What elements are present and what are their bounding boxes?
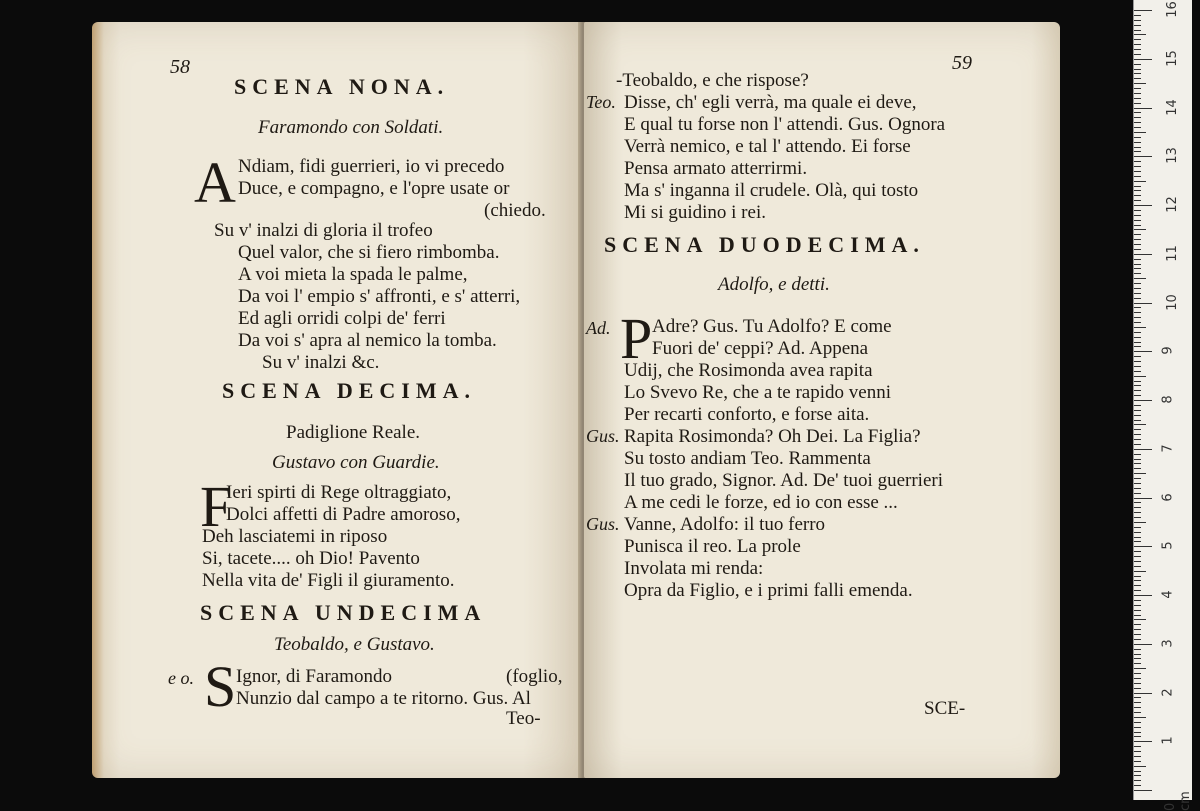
ruler-tick (1134, 249, 1141, 250)
ruler-tick (1134, 366, 1141, 367)
drop-cap: A (194, 150, 236, 215)
ruler-tick (1134, 644, 1152, 645)
ruler-label: 15 (1164, 49, 1180, 67)
ruler-label: 11 (1164, 244, 1180, 262)
ruler-tick (1134, 654, 1141, 655)
ruler-tick (1134, 205, 1152, 206)
ruler-tick (1134, 532, 1141, 533)
speaker-label: Gus. (586, 514, 620, 534)
ruler-tick (1134, 59, 1152, 60)
ruler-tick (1134, 663, 1141, 664)
ruler-tick (1134, 688, 1141, 689)
ruler-tick (1134, 346, 1141, 347)
ruler-label: 5 (1160, 541, 1176, 550)
ruler-label: 2 (1160, 687, 1176, 697)
ruler-tick (1134, 395, 1141, 396)
scene-characters: Faramondo con Soldati. (258, 117, 444, 138)
ruler-tick (1134, 732, 1141, 733)
ruler-tick (1134, 322, 1141, 323)
ruler-tick (1134, 615, 1141, 616)
verse-line: Disse, ch' egli verrà, ma quale ei deve, (624, 92, 917, 113)
ruler-tick (1134, 634, 1141, 635)
ruler-tick (1134, 195, 1141, 196)
ruler-tick (1134, 225, 1141, 226)
ruler-tick (1134, 161, 1141, 162)
ruler-tick (1134, 600, 1141, 601)
ruler-tick (1134, 332, 1141, 333)
ruler-tick (1134, 463, 1141, 464)
ruler-tick (1134, 171, 1141, 172)
ruler-tick (1134, 390, 1141, 391)
ruler-tick (1134, 215, 1141, 216)
ruler-tick (1134, 64, 1141, 65)
measurement-ruler (1133, 0, 1193, 811)
ruler-tick (1134, 707, 1141, 708)
ruler-label: 9 (1160, 346, 1176, 355)
ruler-tick (1134, 410, 1141, 411)
ruler-tick (1134, 493, 1141, 494)
ruler-tick (1134, 293, 1141, 294)
page-number: 58 (170, 56, 190, 78)
ruler-tick (1134, 649, 1141, 650)
right-page (584, 22, 1060, 778)
ruler-tick (1134, 317, 1141, 318)
ruler-label: 6 (1160, 492, 1176, 502)
ruler-tick (1134, 420, 1141, 421)
ruler-tick (1134, 683, 1141, 684)
ruler-tick (1134, 678, 1141, 679)
ruler-tick (1134, 244, 1141, 245)
ruler-tick (1134, 590, 1141, 591)
verse-line: Nella vita de' Figli il giuramento. (202, 570, 455, 591)
ruler-tick (1134, 610, 1141, 611)
ruler-tick (1134, 415, 1141, 416)
page-number: 59 (952, 52, 972, 74)
verse-line: Ieri spirti di Rege oltraggiato, (226, 482, 452, 503)
verse-line: Su v' inalzi di gloria il trofeo (214, 220, 433, 241)
ruler-tick (1134, 200, 1141, 201)
ruler-tick (1134, 668, 1146, 669)
ruler-label: 12 (1164, 196, 1180, 213)
ruler-tick (1134, 376, 1146, 377)
ruler-tick (1134, 69, 1141, 70)
catchword: Teo- (506, 708, 541, 729)
ruler-tick (1134, 527, 1141, 528)
verse-line: (chiedo. (484, 200, 546, 221)
ruler-tick (1134, 303, 1152, 304)
ruler-tick (1134, 268, 1141, 269)
ruler-tick (1134, 780, 1141, 781)
ruler-tick (1134, 239, 1141, 240)
ruler-tick (1134, 551, 1141, 552)
ruler-tick (1134, 498, 1152, 499)
ruler-tick (1134, 556, 1141, 557)
ruler-tick (1134, 190, 1141, 191)
ruler-tick (1134, 473, 1146, 474)
scene-title: SCENA UNDECIMA (200, 600, 487, 625)
ruler-tick (1134, 259, 1141, 260)
verse-line: Deh lasciatemi in riposo (202, 526, 388, 547)
ruler-tick (1134, 288, 1141, 289)
verse-line: Su tosto andiam Teo. Rammenta (624, 448, 871, 469)
ruler-tick (1134, 132, 1146, 133)
verse-line: Ed agli orridi colpi de' ferri (238, 308, 446, 329)
ruler-tick (1134, 517, 1141, 518)
ruler-tick (1134, 342, 1141, 343)
ruler-tick (1134, 166, 1141, 167)
verse-line: Il tuo grado, Signor. Ad. De' tuoi guerrieri (624, 470, 943, 491)
ruler-tick (1134, 756, 1141, 757)
ruler-tick (1134, 229, 1146, 230)
ruler-tick (1134, 561, 1141, 562)
ruler-tick (1134, 39, 1141, 40)
scene-characters: Teobaldo, e Gustavo. (274, 634, 435, 655)
ruler-tick (1134, 702, 1141, 703)
ruler-tick (1134, 278, 1146, 279)
verse-line: Per recarti conforto, e forse aita. (624, 404, 870, 425)
ruler-tick (1134, 624, 1141, 625)
speaker-label: e o. (168, 668, 194, 688)
verse-line: A voi mieta la spada le palme, (238, 264, 468, 285)
ruler-tick (1134, 98, 1141, 99)
ruler-tick (1134, 449, 1152, 450)
ruler-tick (1134, 108, 1152, 109)
ruler-tick (1134, 639, 1141, 640)
ruler-label: 8 (1160, 395, 1176, 404)
ruler-tick (1134, 351, 1152, 352)
ruler-tick (1134, 576, 1141, 577)
ruler-label: 10 (1164, 293, 1180, 311)
ruler-tick (1134, 337, 1141, 338)
ruler-tick (1134, 434, 1141, 435)
ruler-tick (1134, 746, 1141, 747)
ruler-tick (1134, 312, 1141, 313)
open-book (92, 22, 1060, 778)
verse-line: Udij, che Rosimonda avea rapita (624, 360, 873, 381)
ruler-tick (1134, 736, 1141, 737)
ruler-tick (1134, 424, 1146, 425)
ruler-tick (1134, 512, 1141, 513)
ruler-tick (1134, 790, 1152, 791)
ruler-tick (1134, 488, 1141, 489)
ruler-tick (1134, 693, 1152, 694)
ruler-tick (1134, 361, 1141, 362)
ruler-tick (1134, 766, 1146, 767)
verse-line: Lo Svevo Re, che a te rapido venni (624, 382, 891, 403)
verse-line: Su v' inalzi &c. (262, 352, 380, 373)
ruler-tick (1134, 264, 1141, 265)
ruler-tick (1134, 44, 1141, 45)
ruler-label: 14 (1164, 98, 1180, 116)
catchword: SCE- (924, 698, 966, 719)
ruler-tick (1134, 546, 1152, 547)
verse-line: Involata mi renda: (624, 558, 764, 579)
ruler-tick (1134, 186, 1141, 187)
verse-line: Si, tacete.... oh Dio! Pavento (202, 548, 420, 569)
scene-title: SCENA NONA. (234, 74, 450, 99)
ruler-label: 16 (1164, 1, 1180, 18)
ruler-tick (1134, 400, 1152, 401)
ruler-label: 4 (1160, 590, 1176, 599)
ruler-tick (1134, 298, 1141, 299)
ruler-label: 7 (1160, 444, 1176, 453)
ruler-tick (1134, 785, 1141, 786)
ruler-tick (1134, 30, 1141, 31)
scene-title: SCENA DUODECIMA. (604, 232, 925, 257)
ruler-tick (1134, 147, 1141, 148)
ruler-tick (1134, 122, 1141, 123)
ruler-tick (1134, 307, 1141, 308)
verse-line: (foglio, (506, 666, 563, 687)
ruler-tick (1134, 93, 1141, 94)
ruler-tick (1134, 181, 1146, 182)
verse-line: Adre? Gus. Tu Adolfo? E come (652, 316, 892, 337)
ruler-tick (1134, 444, 1141, 445)
verse-line: Fuori de' ceppi? Ad. Appena (652, 338, 869, 359)
ruler-label: 0 cm (1163, 791, 1193, 811)
ruler-tick (1134, 571, 1146, 572)
ruler-tick (1134, 522, 1146, 523)
ruler-tick (1134, 83, 1146, 84)
verse-line: Dolci affetti di Padre amoroso, (226, 504, 461, 525)
ruler-tick (1134, 751, 1141, 752)
verse-line: E qual tu forse non l' attendi. Gus. Ognora (624, 114, 946, 135)
ruler-tick (1134, 127, 1141, 128)
left-page (92, 22, 582, 778)
verse-line: Ma s' inganna il crudele. Olà, qui tosto (624, 180, 919, 201)
ruler-tick (1134, 371, 1141, 372)
ruler-tick (1134, 722, 1141, 723)
ruler-tick (1134, 429, 1141, 430)
drop-cap: P (620, 306, 653, 371)
ruler-tick (1134, 727, 1141, 728)
drop-cap: F (200, 474, 233, 539)
ruler-tick (1134, 658, 1141, 659)
ruler-tick (1134, 88, 1141, 89)
ruler-tick (1134, 405, 1141, 406)
ruler-tick (1134, 49, 1141, 50)
ruler-tick (1134, 502, 1141, 503)
verse-line: A me cedi le forze, ed io con esse ... (624, 492, 898, 513)
ruler-tick (1134, 771, 1141, 772)
ruler-tick (1134, 73, 1141, 74)
verse-line: Ndiam, fidi guerrieri, io vi precedo (238, 156, 505, 177)
ruler-tick (1134, 20, 1141, 21)
scene-characters: Adolfo, e detti. (718, 274, 830, 295)
verse-line: Pensa armato atterrirmi. (624, 158, 808, 179)
drop-cap: S (204, 654, 237, 719)
ruler-tick (1134, 712, 1141, 713)
ruler-label: 1 (1160, 736, 1176, 745)
verse-line: Da voi s' apra al nemico la tomba. (238, 330, 497, 351)
ruler-tick (1134, 595, 1152, 596)
ruler-tick (1134, 454, 1141, 455)
ruler-tick (1134, 283, 1141, 284)
ruler-tick (1134, 381, 1141, 382)
ruler-tick (1134, 619, 1146, 620)
ruler-tick (1134, 10, 1152, 11)
ruler-tick (1134, 717, 1146, 718)
verse-line: Rapita Rosimonda? Oh Dei. La Figlia? (624, 426, 921, 447)
ruler-tick (1134, 439, 1141, 440)
verse-line: Vanne, Adolfo: il tuo ferro (624, 514, 826, 535)
ruler-tick (1134, 585, 1141, 586)
ruler-tick (1134, 156, 1152, 157)
verse-line: Nunzio dal campo a te ritorno. Gus. Al (236, 688, 531, 709)
speaker-label: Ad. (586, 318, 611, 338)
verse-line: Punisca il reo. La prole (624, 536, 801, 557)
ruler-tick (1134, 459, 1141, 460)
ruler-tick (1134, 541, 1141, 542)
ruler-tick (1134, 54, 1141, 55)
ruler-tick (1134, 483, 1141, 484)
verse-line: -Teobaldo, e che rispose? (616, 70, 809, 91)
verse-line: Opra da Figlio, e i primi falli emenda. (624, 580, 913, 601)
ruler-tick (1134, 327, 1146, 328)
speaker-label: Gus. (586, 426, 620, 446)
ruler-tick (1134, 580, 1141, 581)
speaker-label: Teo. (586, 92, 616, 112)
ruler-tick (1134, 605, 1141, 606)
ruler-tick (1134, 112, 1141, 113)
ruler-tick (1134, 34, 1146, 35)
ruler-tick (1134, 210, 1141, 211)
ruler-tick (1134, 151, 1141, 152)
ruler-tick (1134, 254, 1152, 255)
ruler-tick (1134, 537, 1141, 538)
verse-line: Ignor, di Faramondo (236, 666, 392, 687)
ruler-label: 13 (1164, 147, 1180, 165)
scene-characters: Gustavo con Guardie. (272, 452, 440, 473)
ruler-tick (1134, 234, 1141, 235)
ruler-tick (1134, 137, 1141, 138)
ruler-tick (1134, 117, 1141, 118)
ruler-tick (1134, 775, 1141, 776)
verse-line: Da voi l' empio s' affronti, e s' atterri, (238, 286, 521, 307)
ruler-tick (1134, 629, 1141, 630)
ruler-tick (1134, 142, 1141, 143)
verse-line: Duce, e compagno, e l'opre usate or (238, 178, 510, 199)
ruler-tick (1134, 385, 1141, 386)
verse-line: Quel valor, che si fiero rimbomba. (238, 242, 500, 263)
ruler-tick (1134, 761, 1141, 762)
ruler-tick (1134, 673, 1141, 674)
ruler-tick (1134, 507, 1141, 508)
verse-line: Mi si guidino i rei. (624, 202, 766, 223)
ruler-tick (1134, 478, 1141, 479)
ruler-tick (1134, 566, 1141, 567)
ruler-tick (1134, 741, 1152, 742)
ruler-tick (1134, 356, 1141, 357)
ruler-tick (1134, 25, 1141, 26)
ruler-tick (1134, 176, 1141, 177)
ruler-tick (1134, 697, 1141, 698)
scene-setting: Padiglione Reale. (286, 422, 421, 443)
scene-title: SCENA DECIMA. (222, 378, 477, 403)
ruler-tick (1134, 220, 1141, 221)
verse-line: Verrà nemico, e tal l' attendo. Ei forse (624, 136, 911, 157)
ruler-tick (1134, 15, 1141, 16)
ruler-label: 3 (1160, 639, 1176, 648)
ruler-tick (1134, 78, 1141, 79)
ruler-tick (1134, 273, 1141, 274)
ruler-tick (1134, 468, 1141, 469)
ruler-tick (1134, 103, 1141, 104)
